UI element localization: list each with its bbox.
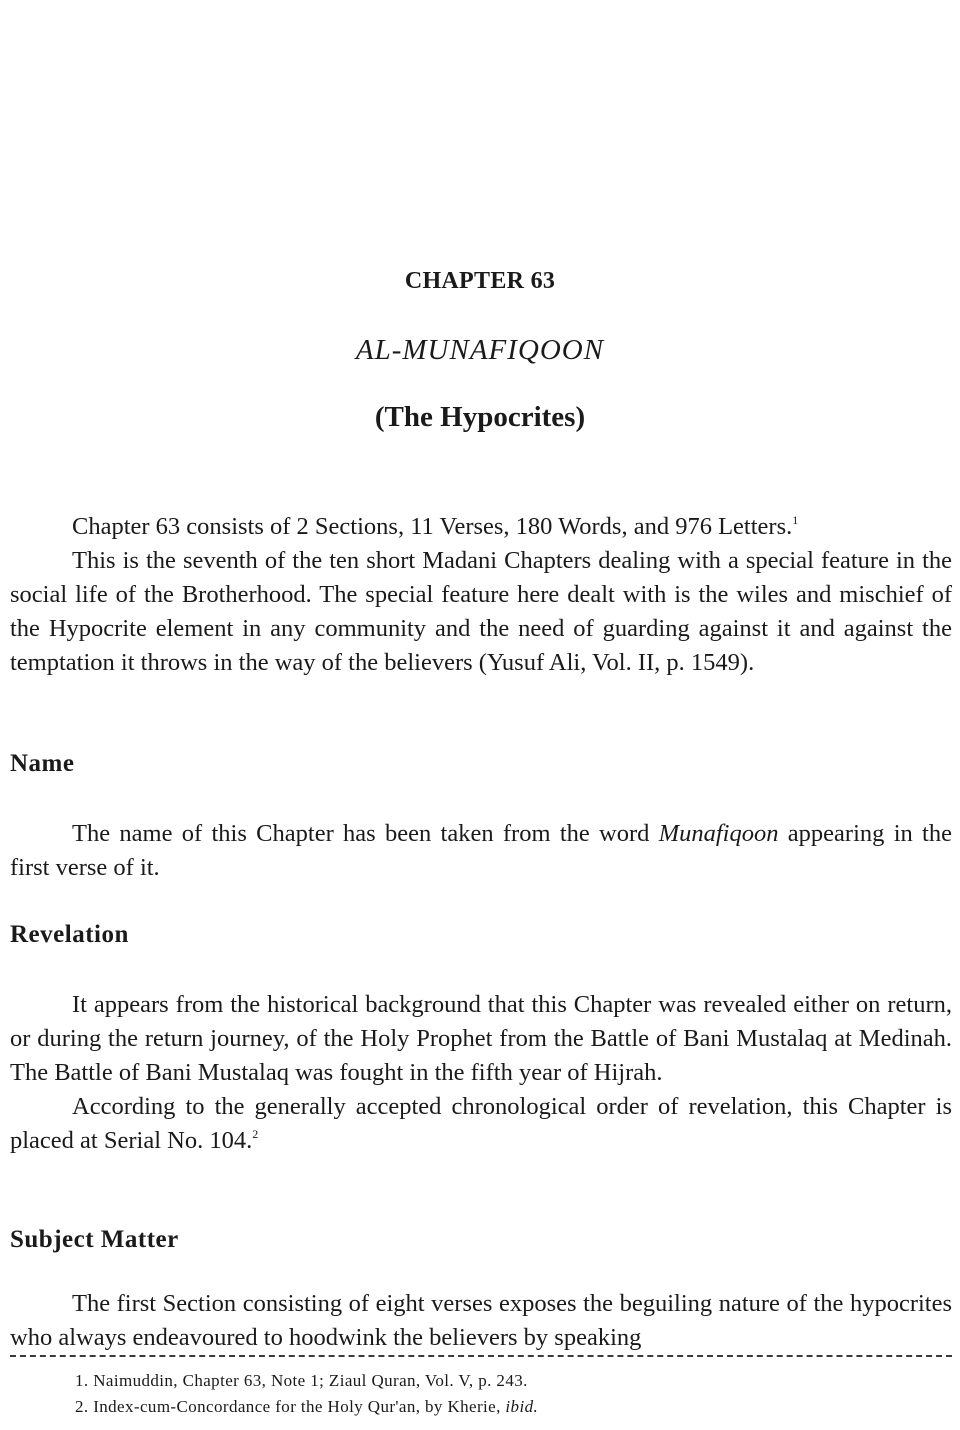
revelation-paragraph-1: It appears from the historical background that this Chapter was revealed either on return, or during the return journey, of the Holy Prophet from the Battle of Bani Mustalaq at Medinah. The Battle of Bani Mustalaq was fought in the fifth year of Hijrah.: [10, 991, 952, 1086]
footnote-divider: [10, 1355, 952, 1357]
intro-section: [10, 510, 952, 680]
section-heading-revelation: Revelation: [10, 921, 129, 948]
revelation-paragraph-2-text: According to the generally accepted chronological order of revelation, this Chapter is placed at Serial No. 104.: [10, 1093, 952, 1154]
section-heading-name: Name: [10, 750, 75, 777]
name-paragraph: [10, 817, 952, 885]
intro-paragraph-2: This is the seventh of the ten short Madani Chapters dealing with a special feature in the social life of the Brotherhood. The special feature here dealt with is the wiles and mischief of the Hypocrite element in any community and the need of guarding against it and against the temptation it throws in the way of the believers (Yusuf Ali, Vol. II, p. 1549).: [10, 547, 952, 676]
subject-section: [10, 1287, 952, 1355]
revelation-paragraph-2: [10, 1090, 952, 1158]
footnotes: [75, 1368, 935, 1420]
footnote-2: [75, 1394, 935, 1420]
footnote-2-italic: ibid.: [505, 1397, 539, 1416]
subject-paragraph-1: The first Section consisting of eight verses exposes the beguiling nature of the hypocrites who always endeavoured to hoodwink the believers by speaking: [10, 1290, 952, 1351]
revelation-section: [10, 988, 952, 1158]
section-heading-subject-matter: Subject Matter: [10, 1226, 179, 1253]
chapter-subtitle: (The Hypocrites): [374, 401, 586, 433]
chapter-title: AL-MUNAFIQOON: [355, 334, 605, 366]
name-section: [10, 817, 952, 885]
footnote-ref-2: 2: [252, 1127, 259, 1141]
intro-paragraph-1-text: Chapter 63 consists of 2 Sections, 11 Verses, 180 Words, and 976 Letters.: [72, 513, 793, 540]
chapter-number: CHAPTER 63: [404, 268, 556, 294]
name-text-after: appearing in the first verse of it.: [10, 820, 952, 881]
name-italic-word: Munafiqoon: [658, 820, 779, 847]
footnote-ref-1: 1: [792, 513, 799, 527]
name-text-before: The name of this Chapter has been taken from the word: [72, 820, 659, 847]
intro-paragraph-1: [10, 510, 952, 544]
footnote-2-text: 2. Index-cum-Concordance for the Holy Qur'an, by Kherie,: [75, 1397, 506, 1416]
footnote-1: 1. Naimuddin, Chapter 63, Note 1; Ziaul Quran, Vol. V, p. 243.: [75, 1371, 528, 1390]
